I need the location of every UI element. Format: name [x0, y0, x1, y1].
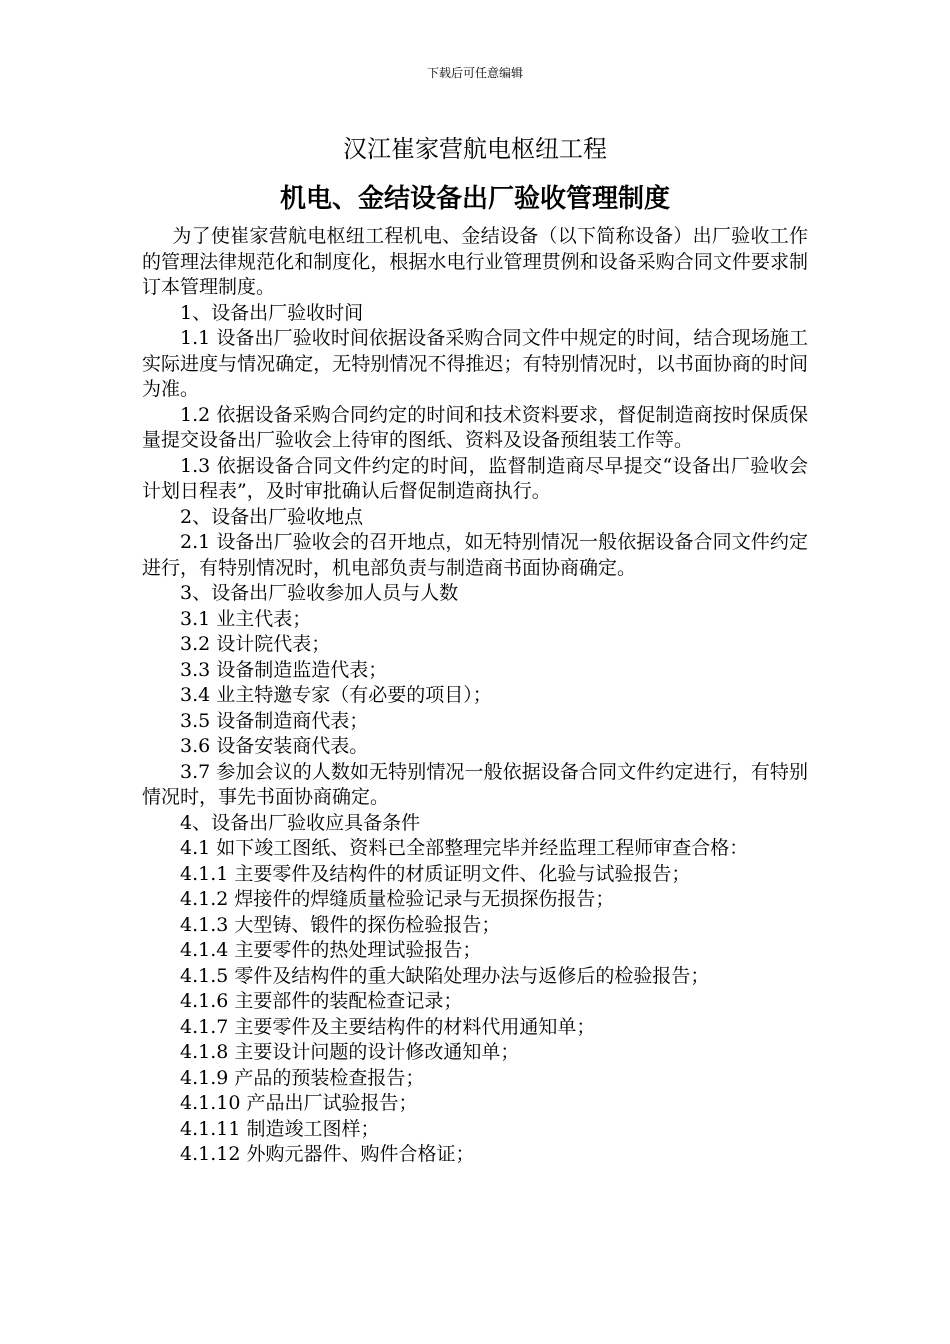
section-heading-4: 4、设备出厂验收应具备条件 — [180, 811, 421, 834]
clause-3-1: 3.1 业主代表； — [180, 607, 312, 630]
section-heading-1: 1、设备出厂验收时间 — [180, 301, 364, 324]
clause-1-2: 1.2 依据设备采购合同约定的时间和技术资料要求，督促制造商按时保质保量提交设备出厂验收会上待审的图纸、资料及设备预组装工作等。 — [142, 403, 808, 451]
clause-4-1-10: 4.1.10 产品出厂试验报告； — [180, 1092, 418, 1114]
document-body — [142, 224, 808, 1168]
clause-4-1-5: 4.1.5 零件及结构件的重大缺陷处理办法与返修后的检验报告； — [180, 964, 710, 987]
clause-4-1-6: 4.1.6 主要部件的装配检查记录； — [180, 990, 463, 1012]
clause-4-1-7: 4.1.7 主要零件及主要结构件的材料代用通知单； — [180, 1015, 596, 1038]
clause-4-1: 4.1 如下竣工图纸、资料已全部整理完毕并经监理工程师审查合格： — [180, 837, 749, 859]
clause-3-3: 3.3 设备制造监造代表； — [180, 658, 388, 681]
clause-2-1: 2.1 设备出厂验收会的召开地点，如无特别情况一般依据设备合同文件约定进行，有特别情况时，机电部负责与制造商书面协商确定。 — [142, 531, 808, 579]
clause-3-7: 3.7 参加会议的人数如无特别情况一般依据设备合同文件约定进行，有特别情况时，事先书面协商确定。 — [142, 760, 808, 808]
clause-4-1-3: 4.1.3 大型铸、锻件的探伤检验报告； — [180, 913, 501, 936]
intro-paragraph: 为了使崔家营航电枢纽工程机电、金结设备（以下简称设备）出厂验收工作的管理法律规范化和制度化，根据水电行业管理贯例和设备采购合同文件要求制订本管理制度。 — [142, 225, 808, 298]
page-header-note: 下载后可任意编辑 — [426, 66, 523, 80]
clause-3-2: 3.2 设计院代表； — [180, 633, 331, 655]
clause-4-1-9: 4.1.9 产品的预装检查报告； — [180, 1066, 425, 1089]
clause-4-1-8: 4.1.8 主要设计问题的设计修改通知单； — [180, 1041, 520, 1063]
clause-3-5: 3.5 设备制造商代表； — [180, 709, 369, 732]
clause-4-1-12: 4.1.12 外购元器件、购件合格证； — [180, 1143, 475, 1165]
clause-3-4: 3.4 业主特邀专家（有必要的项目）； — [180, 684, 492, 706]
section-heading-3: 3、设备出厂验收参加人员与人数 — [180, 582, 459, 604]
clause-4-1-4: 4.1.4 主要零件的热处理试验报告； — [180, 939, 482, 961]
document-subtitle: 汉江崔家营航电枢纽工程 — [343, 135, 607, 163]
clause-4-1-11: 4.1.11 制造竣工图样； — [180, 1117, 380, 1140]
section-heading-2: 2、设备出厂验收地点 — [180, 505, 364, 528]
clause-1-3: 1.3 依据设备合同文件约定的时间，监督制造商尽早提交“设备出厂验收会计划日程表”，及时审批确认后督促制造商执行。 — [142, 454, 808, 502]
document-title: 机电、金结设备出厂验收管理制度 — [279, 184, 670, 214]
clause-4-1-2: 4.1.2 焊接件的焊缝质量检验记录与无损探伤报告； — [180, 888, 615, 910]
clause-1-1: 1.1 设备出厂验收时间依据设备采购合同文件中规定的时间，结合现场施工实际进度与情况确定，无特别情况不得推迟；有特别情况时，以书面协商的时间为准。 — [142, 327, 808, 400]
clause-4-1-1: 4.1.1 主要零件及结构件的材质证明文件、化验与试验报告； — [180, 862, 691, 885]
clause-3-6: 3.6 设备安装商代表。 — [180, 735, 369, 757]
